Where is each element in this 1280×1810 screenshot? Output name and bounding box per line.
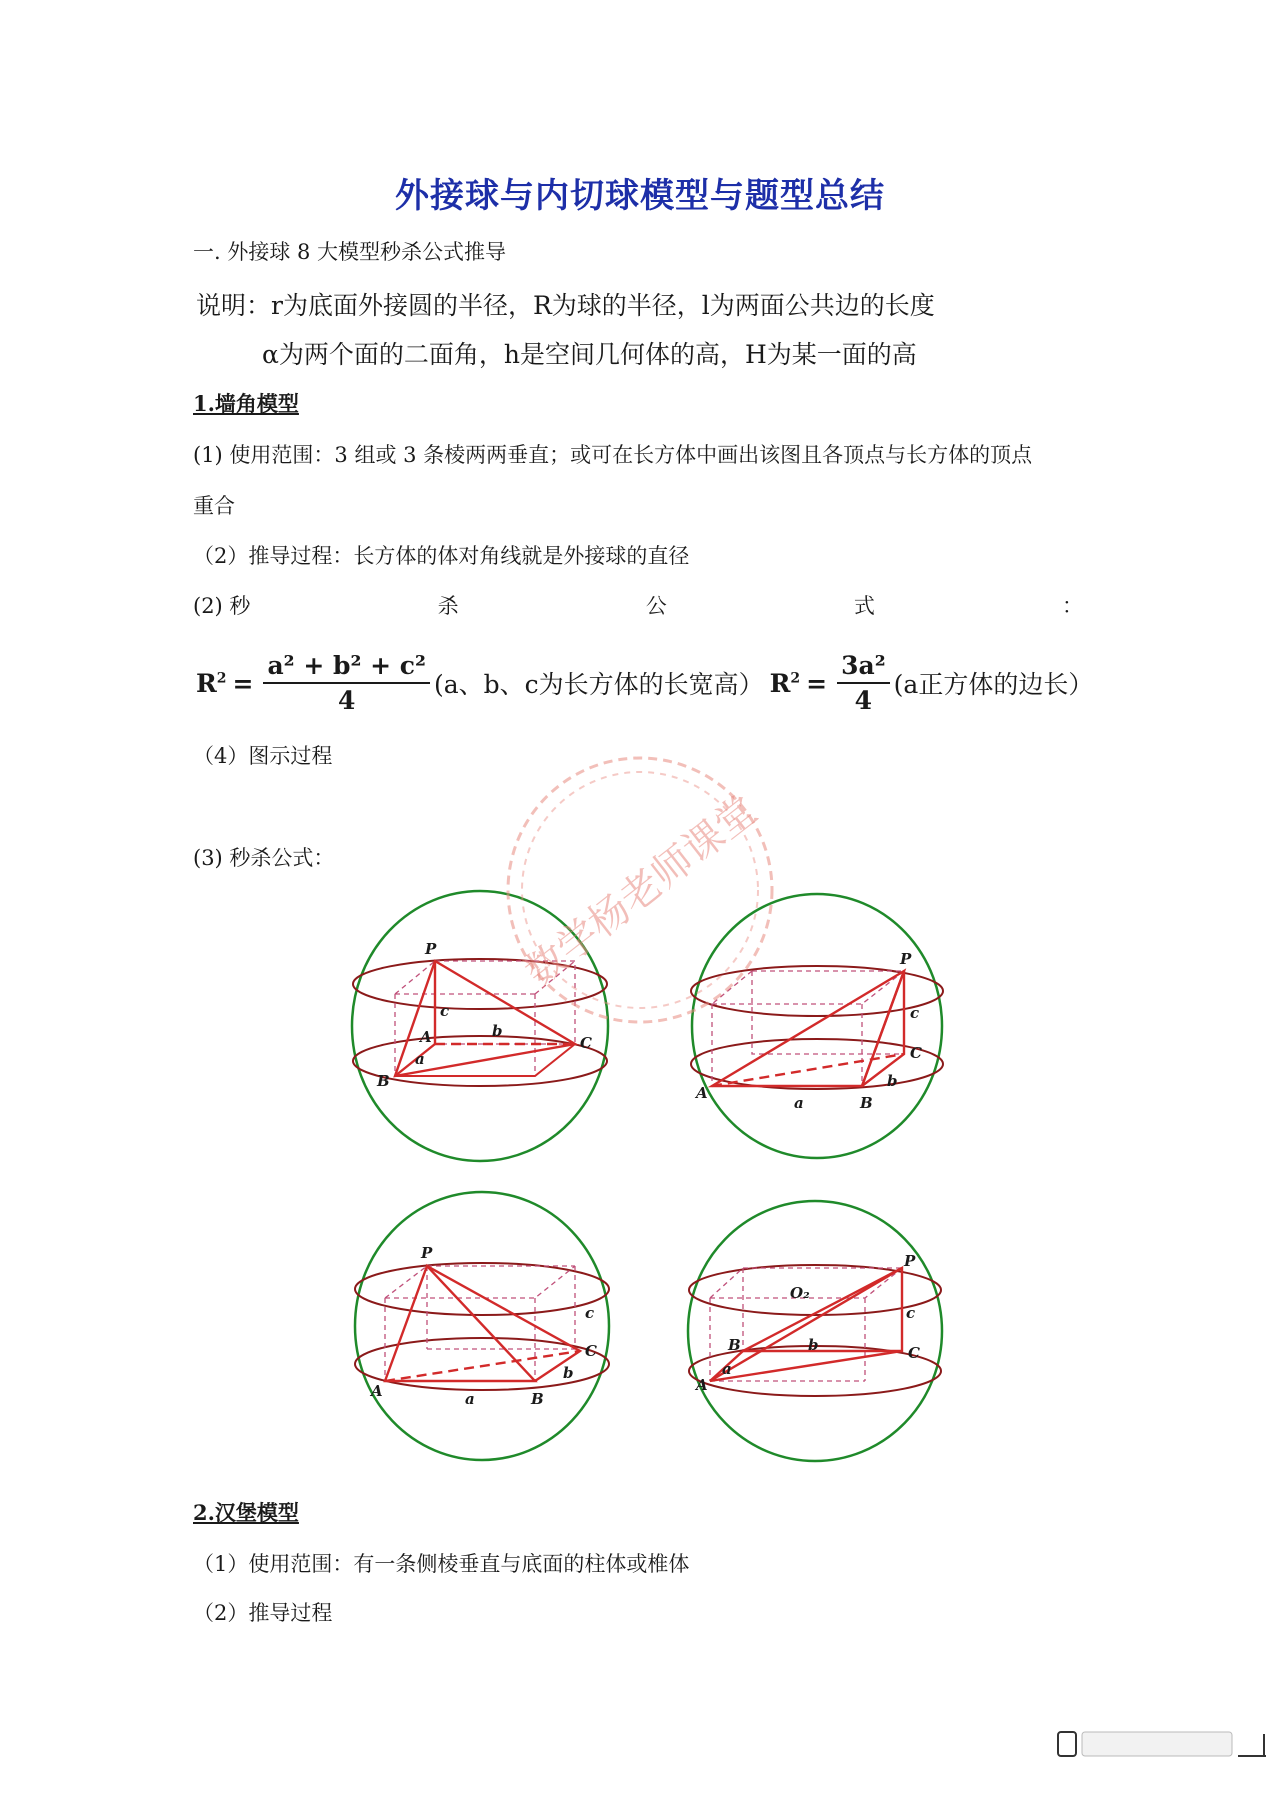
fraction-2-numerator: 3a² (837, 651, 890, 684)
illustration-heading: （4）图示过程 (193, 744, 333, 768)
label-a: a (415, 1050, 425, 1068)
formula-label-char: ： (1061, 594, 1083, 618)
formula-label-char: 公 (645, 594, 667, 618)
label-C: C (908, 1344, 920, 1362)
label-B: B (531, 1390, 544, 1408)
scroll-indicator-icon (1038, 1726, 1270, 1762)
label-b: b (887, 1072, 898, 1090)
label-A: A (371, 1382, 383, 1400)
formula-lhs-2: $R^2$ (769, 668, 801, 698)
label-B: B (728, 1336, 741, 1354)
label-A: A (696, 1084, 708, 1102)
label-A: A (420, 1028, 432, 1046)
formula-label-char: (2) 秒 (193, 594, 251, 618)
formula-label-char: 式 (853, 594, 875, 618)
label-a: a (465, 1390, 475, 1408)
formula-desc-1: (a、b、c为长方体的长宽高） (433, 670, 764, 699)
label-c: c (906, 1304, 916, 1322)
burger-model-heading: 2.汉堡模型 (193, 1500, 299, 1525)
section-heading: 一. 外接球 8 大模型秒杀公式推导 (193, 240, 507, 264)
formula-label-char: 杀 (437, 594, 459, 618)
fraction-2 (837, 651, 890, 715)
label-b: b (808, 1336, 819, 1354)
top-circle (355, 1263, 609, 1315)
scope-text-1: (1) 使用范围：3 组或 3 条棱两两垂直；或可在长方体中画出该图且各顶点与长方体的顶点 (193, 443, 1033, 467)
label-B: B (860, 1094, 873, 1112)
formula-desc-2: (a正方体的边长） (893, 670, 1094, 699)
formula-label-spread (193, 590, 1083, 620)
bottom-circle (691, 1039, 943, 1089)
label-P: P (904, 1252, 916, 1270)
sphere-figure-4 (680, 1196, 950, 1476)
label-b: b (563, 1364, 574, 1382)
formula-lhs-1: $R^2$ (196, 668, 227, 698)
scope-text-2: 重合 (193, 494, 235, 518)
wall-model-heading: 1.墙角模型 (193, 391, 299, 416)
label-P: P (425, 940, 437, 958)
note-line-1: 说明：r为底面外接圆的半径，R为球的半径，l为两面公共边的长度 (196, 291, 935, 320)
page-title: 外接球与内切球模型与题型总结 (395, 176, 885, 216)
fraction-2-denominator: 4 (854, 686, 873, 715)
label-A: A (696, 1376, 708, 1394)
label-P: P (900, 950, 912, 968)
label-c: c (440, 1002, 450, 1020)
fraction-1-denominator: 4 (338, 686, 356, 715)
top-circle (689, 1265, 941, 1315)
note-line-2: α为两个面的二面角，h是空间几何体的高，H为某一面的高 (262, 340, 917, 369)
label-c: c (585, 1304, 595, 1322)
sphere-outline (688, 1201, 942, 1461)
label-P: P (421, 1244, 433, 1262)
fraction-1 (263, 651, 429, 715)
label-a: a (722, 1360, 732, 1378)
sphere-radius-formula: $R^2$ = $\frac{\text{a² + b² + c²}}{4}$ (a、b、c为长方体的长宽高） $R^2$ = $\frac{\text{3a²}}{4}$ (a正方体的边长） (196, 651, 1094, 715)
sphere-figure-2 (682, 886, 952, 1176)
label-b: b (492, 1022, 503, 1040)
sphere-figure-3 (345, 1186, 620, 1476)
label-C: C (580, 1034, 592, 1052)
top-circle (691, 966, 943, 1016)
label-B: B (377, 1072, 390, 1090)
label-c: c (910, 1004, 920, 1022)
watermark-text: 数学杨老师课堂 (516, 787, 766, 996)
burger-derivation-text: （2）推导过程 (193, 1601, 333, 1625)
fraction-1-numerator: a² + b² + c² (263, 651, 429, 684)
derivation-text: （2）推导过程：长方体的体对角线就是外接球的直径 (193, 544, 690, 568)
sphere-figure-1 (340, 886, 620, 1176)
burger-scope-text: （1）使用范围：有一条侧棱垂直与底面的柱体或椎体 (193, 1552, 690, 1576)
label-C: C (585, 1342, 597, 1360)
quick-formula-heading: (3) 秒杀公式： (193, 846, 335, 870)
label-a: a (794, 1094, 804, 1112)
label-C: C (910, 1044, 922, 1062)
top-circle (353, 959, 607, 1009)
sphere-outline (352, 891, 608, 1161)
label-O2: O₂ (790, 1284, 810, 1302)
